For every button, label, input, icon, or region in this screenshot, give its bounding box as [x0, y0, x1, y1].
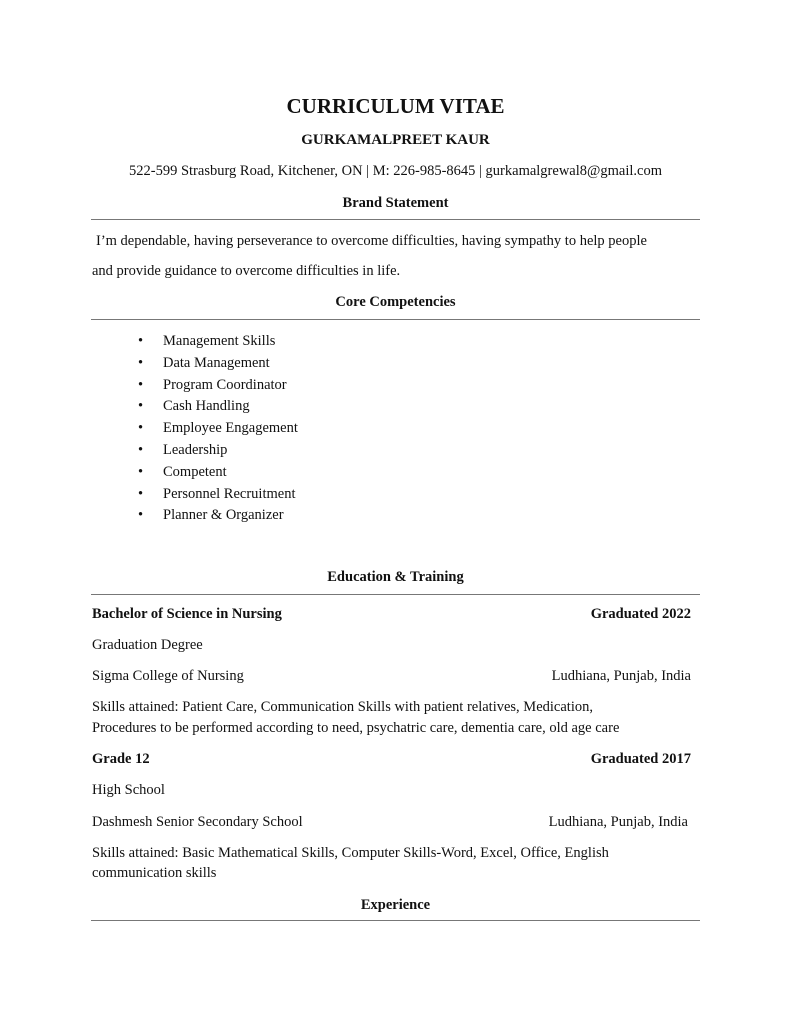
brand-statement-line-1: I’m dependable, having perseverance to overcome difficulties, having sympathy to help people	[96, 233, 647, 249]
section-heading-education: Education & Training	[327, 569, 464, 585]
list-item: • Employee Engagement	[163, 419, 298, 441]
section-heading-brand: Brand Statement	[342, 195, 449, 211]
degree-type: Graduation Degree	[92, 637, 203, 653]
institution-row	[92, 668, 691, 685]
education-entry-header	[92, 606, 691, 623]
degree-title: Grade 12	[92, 751, 150, 767]
contact-line: 522-599 Strasburg Road, Kitchener, ON | M: 226-985-8645 | gurkamalgrewal8@gmail.com	[129, 163, 662, 179]
institution-location: Ludhiana, Punjab, India	[551, 668, 691, 684]
institution-name: Dashmesh Senior Secondary School	[92, 814, 303, 830]
section-heading-experience: Experience	[360, 897, 431, 913]
skills-attained-line-1: Skills attained: Patient Care, Communication Skills with patient relatives, Medication,	[92, 699, 593, 715]
graduation-year: Graduated 2017	[590, 751, 691, 767]
list-item: • Cash Handling	[163, 397, 298, 419]
section-divider	[91, 319, 700, 320]
list-item: • Program Coordinator	[163, 376, 298, 398]
section-divider	[91, 219, 700, 220]
list-item: • Management Skills	[163, 332, 298, 354]
skills-attained-line-2: Procedures to be performed according to need, psychatric care, dementia care, old age care	[92, 720, 620, 736]
skills-attained-line-1: Skills attained: Basic Mathematical Skills, Computer Skills-Word, Excel, Office, English	[92, 845, 609, 861]
person-name: GURKAMALPREET KAUR	[301, 132, 490, 148]
brand-statement-line-2: and provide guidance to overcome difficulties in life.	[92, 263, 401, 279]
institution-location: Ludhiana, Punjab, India	[548, 814, 688, 830]
degree-title: Bachelor of Science in Nursing	[92, 606, 282, 622]
list-item: • Planner & Organizer	[163, 506, 298, 528]
list-item: • Personnel Recruitment	[163, 485, 298, 507]
document-title: CURRICULUM VITAE	[286, 94, 505, 118]
institution-name: Sigma College of Nursing	[92, 668, 244, 684]
list-item: • Leadership	[163, 441, 298, 463]
institution-row	[92, 814, 688, 831]
list-item: • Data Management	[163, 354, 298, 376]
competencies-list	[92, 332, 298, 528]
education-entry-header	[92, 751, 691, 768]
skills-attained-line-2: communication skills	[92, 865, 217, 881]
degree-type: High School	[92, 782, 165, 798]
list-item: • Competent	[163, 463, 298, 485]
section-divider	[91, 594, 700, 595]
section-heading-competencies: Core Competencies	[335, 294, 456, 310]
graduation-year: Graduated 2022	[590, 606, 691, 622]
section-divider	[91, 920, 700, 921]
